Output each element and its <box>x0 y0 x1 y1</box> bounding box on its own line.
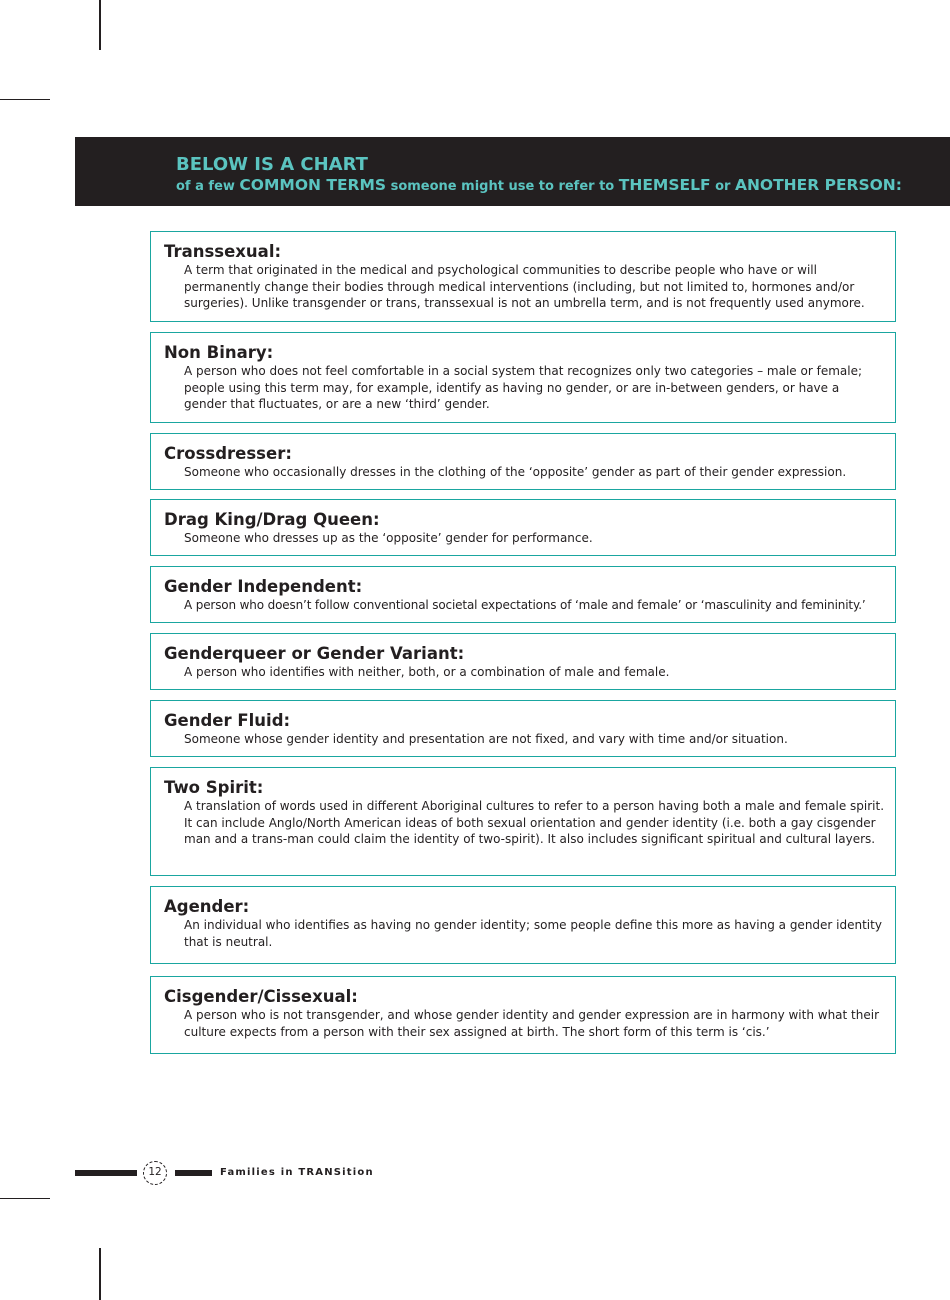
term-definition: A person who identifies with neither, both, or a combination of male and female. <box>184 665 670 679</box>
term-box-cisgender <box>150 976 896 1054</box>
term-title: Crossdresser: <box>164 444 292 463</box>
term-definition: A person who is not transgender, and whose gender identity and gender expression are in harmony with what their culture expects from a person with their sex assigned at birth. The short form of this term is ‘cis.’ <box>184 1008 880 1039</box>
subtitle-text-3: someone might use to refer to <box>386 179 619 194</box>
term-definition: Someone whose gender identity and presentation are not fixed, and vary with time and/or situation. <box>184 732 788 746</box>
term-definition: A person who doesn’t follow conventional societal expectations of ‘male and female’ or ‘masculinity and femininity.’ <box>184 598 866 612</box>
term-title: Non Binary: <box>164 343 274 362</box>
term-box-transsexual <box>150 231 896 322</box>
term-box-agender <box>150 886 896 964</box>
term-definition: A person who does not feel comfortable in a social system that recognizes only two categories – male or female; people using this term may, for example, identify as having no gender, or are in-between genders, or have a gender that fluctuates, or are a new ‘third’ gender. <box>184 364 862 412</box>
crop-mark-bottom-vertical <box>99 1248 101 1300</box>
subtitle-text-2: COMMON TERMS <box>239 176 387 194</box>
term-definition: Someone who dresses up as the ‘opposite’ gender for performance. <box>184 531 593 545</box>
term-title: Gender Independent: <box>164 577 363 596</box>
term-title: Drag King/Drag Queen: <box>164 510 380 529</box>
crop-mark-bottom-horizontal <box>0 1198 50 1199</box>
term-definition: Someone who occasionally dresses in the clothing of the ‘opposite’ gender as part of their gender expression. <box>184 465 847 479</box>
header-title: BELOW IS A CHART <box>176 154 368 175</box>
crop-mark-top-vertical <box>99 0 101 50</box>
footer-bar-right <box>175 1170 212 1176</box>
term-title: Agender: <box>164 897 250 916</box>
crop-mark-top-horizontal <box>0 99 50 100</box>
term-definition: A term that originated in the medical and psychological communities to describe people who have or will permanently change their bodies through medical interventions (including, but not limited to, hormones and/or surgeries). Unlike transgender or trans, transsexual is not an umbrella term, and is not frequently used anymore. <box>184 263 865 311</box>
term-box-gender-independent <box>150 566 896 623</box>
term-box-gender-fluid <box>150 700 896 757</box>
term-definition: An individual who identifies as having no gender identity; some people define this more as having a gender identity that is neutral. <box>184 918 882 949</box>
term-box-non-binary <box>150 332 896 423</box>
term-box-two-spirit <box>150 767 896 876</box>
subtitle-text-5: or <box>710 179 735 194</box>
chart-header-banner <box>75 137 950 206</box>
footer-bar-left <box>75 1170 137 1176</box>
term-box-crossdresser <box>150 433 896 490</box>
term-box-drag-king-queen <box>150 499 896 556</box>
term-box-genderqueer <box>150 633 896 690</box>
term-definition: A translation of words used in different Aboriginal cultures to refer to a person having both a male and female spirit. It can include Anglo/North American ideas of both sexual orientation and gender identity (i.e. both a gay cisgender man and a trans-man could claim the identity of two-spirit). It also includes significant spiritual and cultural layers. <box>184 799 885 847</box>
subtitle-text-1: of a few <box>176 179 240 194</box>
term-title: Cisgender/Cissexual: <box>164 987 358 1006</box>
term-title: Two Spirit: <box>164 778 264 797</box>
header-subtitle <box>176 176 902 196</box>
footer-publication-title: Families in TRANSition <box>220 1167 374 1178</box>
term-title: Gender Fluid: <box>164 711 291 730</box>
subtitle-text-6: ANOTHER PERSON: <box>734 176 902 194</box>
term-title: Transsexual: <box>164 242 282 261</box>
term-title: Genderqueer or Gender Variant: <box>164 644 465 663</box>
page-number: 12 <box>143 1161 167 1185</box>
subtitle-text-4: THEMSELF <box>618 176 711 194</box>
